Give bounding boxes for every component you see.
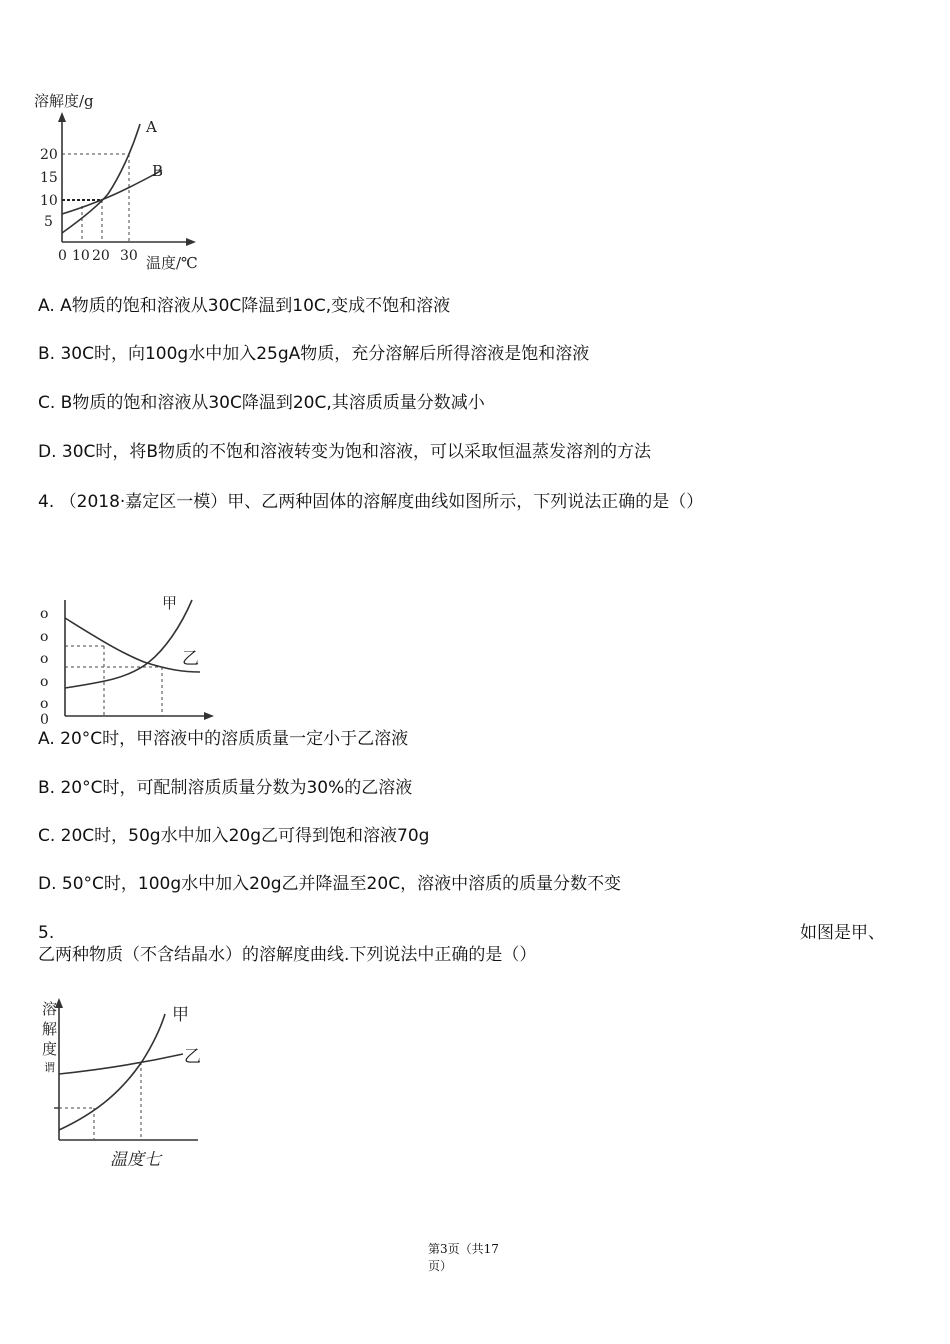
figure-1-xlabel: 温度/℃ [146,254,198,272]
figure-2-ytick: 0 [40,712,49,724]
figure-2-ytick: o [40,629,49,645]
q3-option-c: C. B物质的饱和溶液从30C降温到20C,其溶质质量分数减小 [38,393,485,413]
q5-stem-line2: 乙两种物质（不含结晶水）的溶解度曲线.下列说法中正确的是（） [38,945,537,965]
figure-3-ylabel-char: 度 [42,1040,58,1058]
figure-2-ytick: o [40,696,49,712]
figure-1-solubility-chart [28,88,218,274]
figure-2-solubility-chart [34,596,224,724]
q3-option-a: A. A物质的饱和溶液从30C降温到10C,变成不饱和溶液 [38,296,451,316]
figure-2-ytick: o [40,606,49,622]
curve-yi-label: 乙 [182,649,199,669]
q3-option-d: D. 30C时，将B物质的不饱和溶液转变为饱和溶液，可以采取恒温蒸发溶剂的方法 [38,442,652,462]
figure-1-xtick: 0 [58,248,67,264]
curve-jia [65,600,192,688]
curve-jia-label: 甲 [162,596,178,612]
q5-stem-right: 如图是甲、 [800,923,885,943]
figure-1-ytick: 5 [44,214,53,230]
figure-3-ylabel-char: 溶 [42,1000,58,1018]
figure-1-ylabel: 溶解度/g [34,92,94,110]
figure-2-ytick: o [40,674,49,690]
figure-3-solubility-chart [38,994,208,1166]
q4-option-b: B. 20°C时，可配制溶质质量分数为30%的乙溶液 [38,778,413,798]
curve-b-label: B [152,162,164,180]
curve-b [62,170,162,214]
figure-1-xtick: 10 [72,248,90,264]
page-footer-line1: 第3页（共17 [428,1242,499,1256]
curve-yi [59,1054,183,1074]
curve-jia-label: 甲 [172,1005,189,1025]
curve-yi-label: 乙 [184,1047,201,1067]
figure-1-ytick: 20 [40,147,58,163]
figure-1-xtick: 20 [92,248,110,264]
figure-3-ylabel-char: 谓 [44,1061,55,1074]
figure-1-ytick: 15 [40,170,58,186]
figure-3-ylabel-char: 解 [42,1020,58,1038]
q5-number: 5. [38,923,55,943]
curve-a [62,124,140,233]
q4-stem: 4. （2018·嘉定区一模）甲、乙两种固体的溶解度曲线如图所示，下列说法正确的是（） [38,492,704,512]
q3-option-b: B. 30C时，向100g水中加入25gA物质，充分溶解后所得溶液是饱和溶液 [38,344,590,364]
figure-1-x-arrow [186,238,196,246]
page-footer-line2: 页） [428,1259,453,1273]
figure-3-xlabel: 温度七 [110,1150,161,1166]
curve-a-label: A [146,118,157,136]
figure-1-y-arrow [58,112,66,122]
q4-option-c: C. 20C时，50g水中加入20g乙可得到饱和溶液70g [38,826,430,846]
figure-1-ytick: 10 [40,193,58,209]
figure-1-xtick: 30 [120,248,138,264]
figure-2-ytick: o [40,651,49,667]
q4-option-a: A. 20°C时，甲溶液中的溶质质量一定小于乙溶液 [38,729,409,749]
q4-option-d: D. 50°C时，100g水中加入20g乙并降温至20C，溶液中溶质的质量分数不变 [38,874,622,894]
figure-2-x-arrow [204,712,214,720]
